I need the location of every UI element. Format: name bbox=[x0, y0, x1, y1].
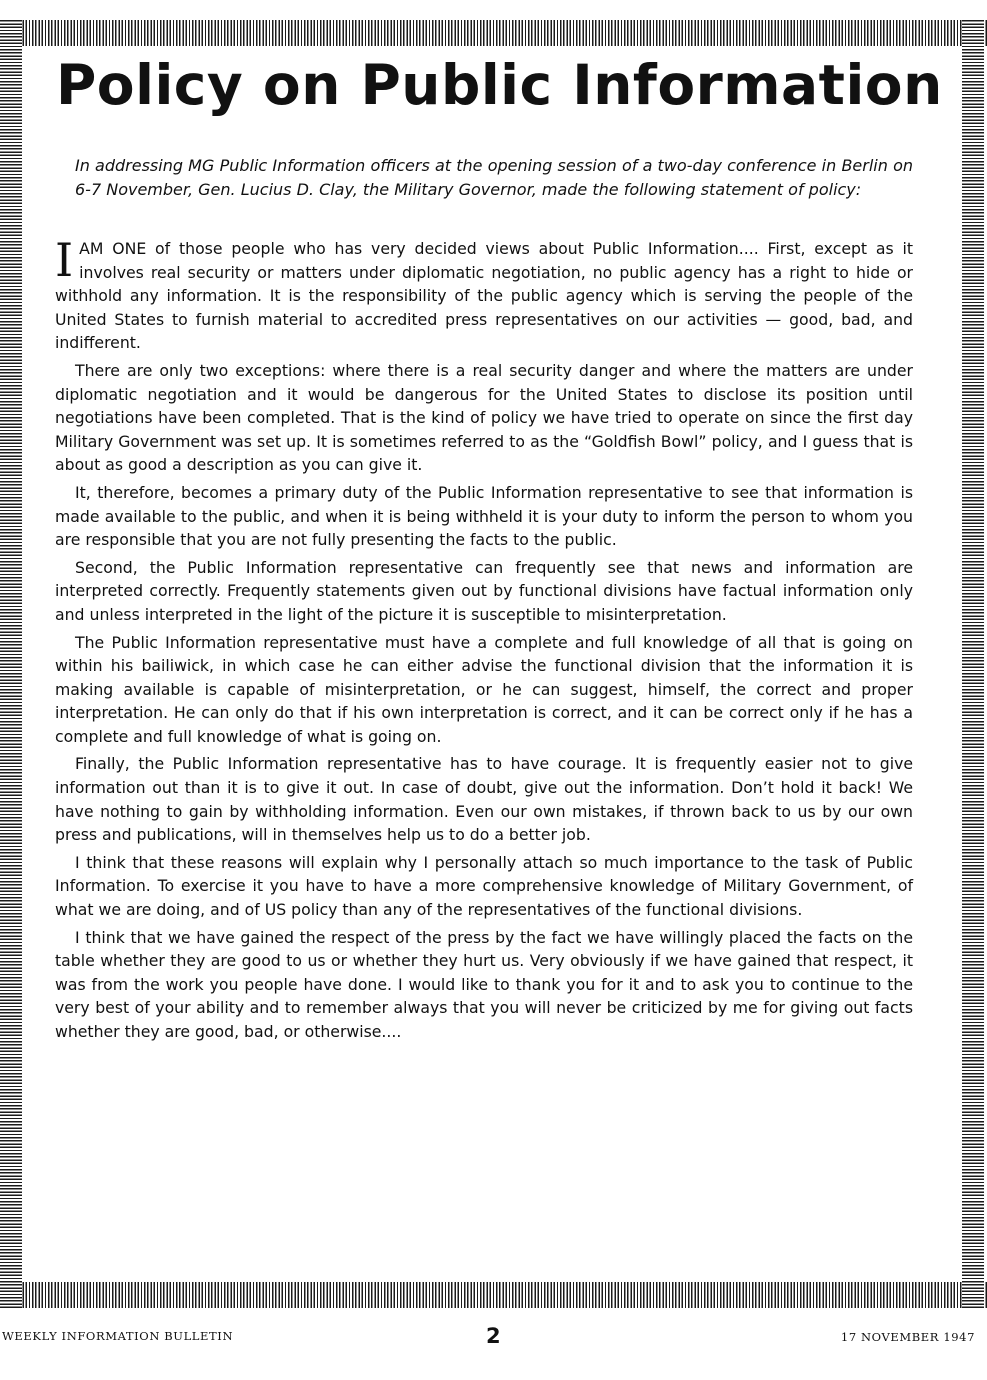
drop-cap: I bbox=[55, 233, 74, 287]
issue-date: 17 NOVEMBER 1947 bbox=[840, 1330, 975, 1344]
article-paragraph-6: Finally, the Public Information representative has to have courage. It is frequently easier not to give information out than it is to give it out. In case of doubt, give out the information. Don’t hold it back! We have nothing to gain by withholding information. Even our own mistakes, if thrown back to us by our own press and publications, will in themselves help us to do a better job. bbox=[55, 754, 913, 845]
article-intro: In addressing MG Public Information officers at the opening session of a two-day conference in Berlin on 6-7 November, Gen. Lucius D. Clay, the Military Governor, made the following statement of policy: bbox=[75, 156, 913, 199]
article-paragraph-7: I think that these reasons will explain why I personally attach so much importance to the task of Public Information. To exercise it you have to have a more comprehensive knowledge of Military Government, of what we are doing, and of US policy than any of the representatives of the functional divisions. bbox=[55, 852, 913, 920]
decorative-border-right bbox=[962, 20, 984, 1308]
article-paragraph-5: The Public Information representative must have a complete and full knowledge of all that is going on within his bailiwick, in which case he can either advise the functional division that the information it is making available is capable of misinterpretation, or he can suggest, himself, the correct and proper interpretation. He can only do that if his own interpretation is correct, and it can be correct only if he has a complete and full knowledge of what is going on. bbox=[55, 632, 913, 746]
page-number: 2 bbox=[486, 1324, 501, 1348]
article-paragraph-3: It, therefore, becomes a primary duty of the Public Information representative to see that information is made available to the public, and when it is being withheld it is your duty to inform the person to whom you are responsible that you are not fully presenting the facts to the public. bbox=[55, 482, 913, 550]
decorative-border-top bbox=[0, 20, 987, 46]
page-footer bbox=[0, 1326, 987, 1356]
publication-name: WEEKLY INFORMATION BULLETIN bbox=[2, 1329, 234, 1343]
article-paragraph-8: I think that we have gained the respect of the press by the fact we have willingly placed the facts on the table whether they are good to us or whether they hurt us. Very obviously if we have gained that respect, it was from the work you people have done. I would like to thank you for it and to ask you to continue to the very best of your ability and to remember always that you will never be criticized by me for giving out facts whether they are good, bad, or otherwise.... bbox=[55, 927, 913, 1041]
decorative-border-left bbox=[0, 20, 22, 1308]
article-paragraph-1-text: AM ONE of those people who has very decided views about Public Information.... First, except as it involves real security or matters under diplomatic negotiation, no public agency has a right to hide or withhold any information. It is the responsibility of the public agency which is serving the people of the United States to furnish material to accredited press representatives on our activities — good, bad, and indifferent. bbox=[55, 239, 913, 353]
decorative-border-bottom bbox=[0, 1282, 987, 1308]
article-paragraph-1 bbox=[55, 233, 913, 355]
article-paragraph-2: There are only two exceptions: where there is a real security danger and where the matters are under diplomatic negotiation and it would be dangerous for the United States to disclose its position until negotiations have been completed. That is the kind of policy we have tried to operate on since the first day Military Government was set up. It is sometimes referred to as the “Goldfish Bowl” policy, and I guess that is about as good a description as you can give it. bbox=[55, 360, 913, 475]
article-body bbox=[55, 233, 913, 1048]
article-paragraph-4: Second, the Public Information representative can frequently see that news and information are interpreted correctly. Frequently statements given out by functional divisions have factual information only and unless interpreted in the light of the picture it is susceptible to misinterpretation. bbox=[55, 557, 913, 624]
article-title: Policy on Public Information bbox=[56, 53, 943, 117]
